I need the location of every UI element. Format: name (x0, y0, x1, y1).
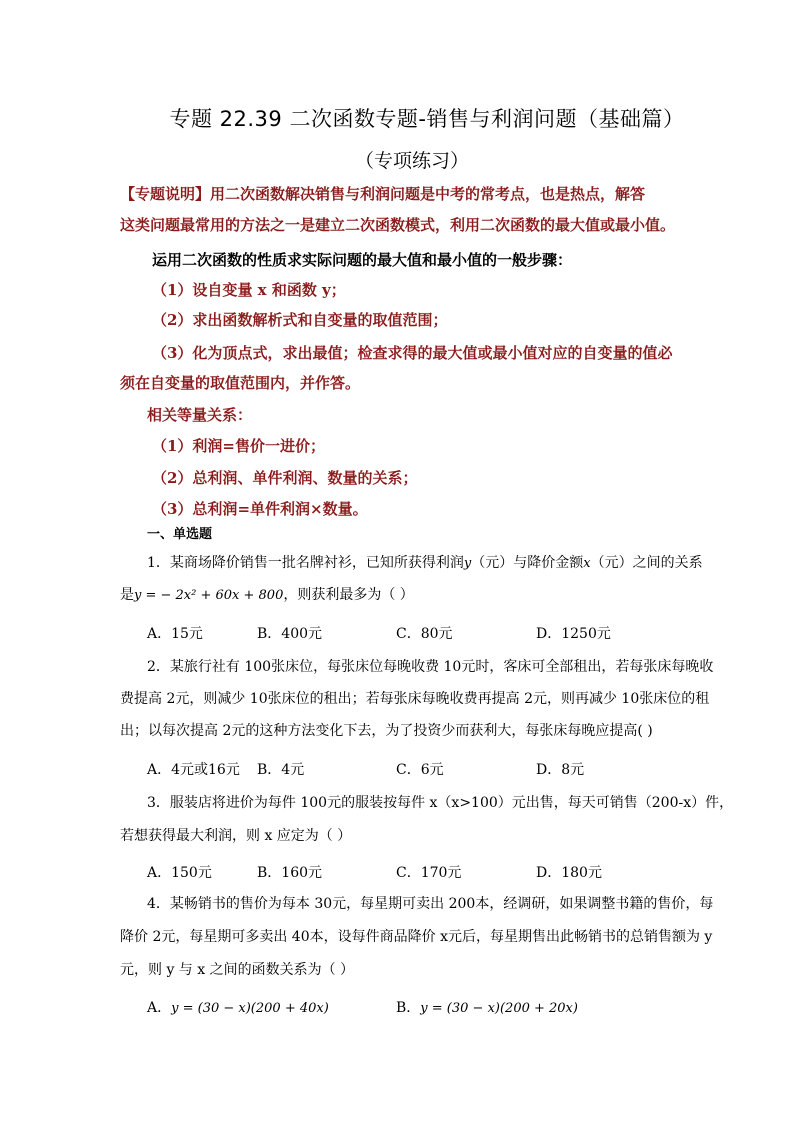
question-1-line-2 (120, 585, 710, 606)
relations-heading: 相关等量关系： (147, 406, 253, 424)
question-4-line-1: 4．某畅销书的售价为每本 30元，每星期可卖出 200本，经调研，如果调整书籍的售价，每 (147, 896, 714, 912)
q3-option-b[interactable]: B．160元 (257, 865, 323, 881)
q3-option-d[interactable]: D．180元 (536, 865, 602, 881)
steps-heading: 运用二次函数的性质求实际问题的最大值和最小值的一般步骤： (152, 251, 573, 269)
step-3-line-1: （3）化为顶点式，求出最值；检查求得的最大值或最小值对应的自变量的值必 (152, 344, 673, 362)
step-1: （1）设自变量 x 和函数 y； (152, 281, 346, 299)
q2-option-a[interactable]: A．4元或16元 (147, 762, 240, 778)
q2-option-d[interactable]: D．8元 (536, 762, 585, 778)
intro-line-2: 这类问题最常用的方法之一是建立二次函数模式，利用二次函数的最大值或最小值。 (120, 216, 676, 234)
relation-2: （2）总利润、单件利润、数量的关系； (152, 469, 418, 487)
intro-line-1: 【专题说明】用二次函数解决销售与利润问题是中考的常考点，也是热点，解答 (120, 185, 646, 203)
q1-text-e: ，则获利最多为（ ） (283, 587, 414, 603)
step-3-line-2: 须在自变量的取值范围内，并作答。 (120, 374, 361, 392)
step-2: （2）求出函数解析式和自变量的取值范围； (152, 311, 448, 329)
section-heading: 一、单选题 (147, 527, 213, 542)
page-subtitle: （专项练习） (354, 150, 469, 172)
q4-option-a-formula: y = (30 − x)(200 + 40x) (171, 1001, 329, 1016)
question-2-line-1: 2．某旅行社有 100张床位，每张床位每晚收费 10元时，客床可全部租出，若每张床每晚收 (147, 659, 714, 675)
question-3-line-2: 若想获得最大利润，则 x 应定为（ ） (120, 828, 352, 844)
q1-var-y: y (463, 556, 472, 571)
relation-1: （1）利润=售价一进价； (152, 437, 326, 455)
question-2-line-2: 费提高 2元，则减少 10张床位的租出；若每张床每晚收费再提高 2元，则再减少 10张床位的租 (120, 691, 710, 707)
q1-text-c: （元）之间的关系 (590, 555, 703, 571)
question-4-line-3: 元，则 y 与 x 之间的函数关系为（ ） (120, 962, 355, 978)
q4-option-b-formula: y = (30 − x)(200 + 20x) (420, 1001, 578, 1016)
q3-option-c[interactable]: C．170元 (396, 865, 462, 881)
q3-option-a[interactable]: A．150元 (147, 865, 212, 881)
q2-option-b[interactable]: B．4元 (257, 762, 305, 778)
question-3-line-1: 3．服装店将进价为每件 100元的服装按每件 x（x>100）元出售，每天可销售（200-x）件， (147, 795, 734, 811)
q1-option-b[interactable]: B．400元 (257, 626, 323, 642)
q1-var-x: x (583, 556, 591, 571)
question-2-line-3: 出；以每次提高 2元的这种方法变化下去，为了投资少而获利大，每张床每晚应提高( ) (120, 723, 653, 739)
q1-text-d: 是 (120, 587, 134, 603)
question-4-line-2: 降价 2元，每星期可多卖出 40本，设每件商品降价 x元后，每星期售出此畅销书的总销售额为 y (120, 929, 713, 945)
page-title: 专题 22.39 二次函数专题-销售与利润问题（基础篇） (169, 107, 685, 131)
question-1-line-1 (147, 553, 737, 574)
q1-option-a[interactable]: A．15元 (147, 626, 203, 642)
q1-text-b: （元）与降价金额 (471, 555, 584, 571)
q2-option-c[interactable]: C．6元 (396, 762, 444, 778)
q4-option-a[interactable] (147, 997, 329, 1017)
q1-text-a: 1．某商场降价销售一批名牌衬衫，已知所获得利润 (147, 555, 464, 571)
q1-formula: y = − 2x² + 60x + 800 (134, 588, 284, 603)
relation-3: （3）总利润=单件利润×数量。 (152, 500, 368, 518)
q4-option-b[interactable] (396, 997, 578, 1017)
q4-option-b-label: B． (396, 1000, 421, 1016)
q4-option-a-label: A． (147, 1000, 172, 1016)
q1-option-c[interactable]: C．80元 (396, 626, 453, 642)
q1-option-d[interactable]: D．1250元 (536, 626, 611, 642)
